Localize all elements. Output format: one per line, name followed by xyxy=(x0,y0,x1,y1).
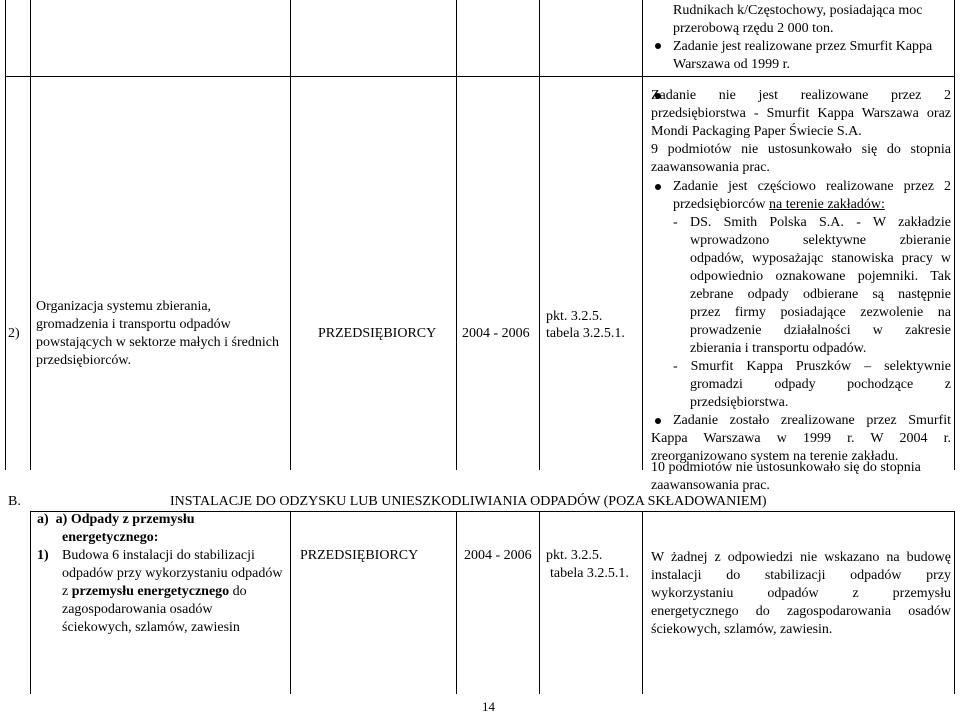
note-line: energetycznego do zagospodarowania osadów xyxy=(651,604,951,619)
task-line: odpadów przy wykorzystaniu odpadów xyxy=(62,566,283,581)
task-line: zagospodarowania osadów xyxy=(62,602,213,617)
upper-table-left-border xyxy=(5,0,6,470)
section-title: INSTALACJE DO ODZYSKU LUB UNIESZKODLIWIANIA ODPADÓW (POZA SKŁADOWANIEM) xyxy=(170,494,767,509)
bullet-icon xyxy=(655,43,661,49)
note-line: - DS. Smith Polska S.A. - W zakładzie xyxy=(673,215,951,230)
top-row-line: Rudnikach k/Częstochowy, posiadająca moc xyxy=(673,3,923,18)
lower-table-col-line xyxy=(30,511,31,694)
period: 2004 - 2006 xyxy=(464,548,532,563)
lower-table-right-border xyxy=(954,511,955,694)
upper-table-right-border xyxy=(954,0,955,470)
entity: PRZEDSIĘBIORCY xyxy=(300,548,419,563)
lower-table-col-line xyxy=(539,511,540,694)
lower-table-col-line xyxy=(642,511,643,694)
note-line: zaawansowania prac. xyxy=(651,478,770,493)
note-line: 9 podmiotów nie ustosunkowało się do stopnia xyxy=(651,142,951,157)
note-line: odpadów, wyposażając stanowiska pracy w xyxy=(690,251,951,266)
note-line: zaawansowania prac. xyxy=(651,160,770,175)
note-line: Zadanie nie jest realizowane przez 2 xyxy=(651,88,951,103)
task-line: gromadzenia i transportu odpadów xyxy=(36,317,231,332)
section-letter: B. xyxy=(8,494,21,509)
top-row-line: przerobową rzędu 2 000 ton. xyxy=(673,21,834,36)
note-line: Kappa Warszawa w 1999 r. W 2004 r. xyxy=(651,431,951,446)
note-line: przedsiębiorstwa - Smurfit Kappa Warszawa oraz xyxy=(651,106,951,121)
lower-table-col-line xyxy=(290,511,291,694)
top-row-line: Zadanie jest realizowane przez Smurfit Kappa xyxy=(673,39,933,54)
note-line: instalacji do stabilizacji odpadów przy xyxy=(651,568,951,583)
task-line: przedsiębiorców. xyxy=(36,353,132,368)
note-line: przedsiębiorstwa. xyxy=(690,395,789,410)
note-line: wprowadzono selektywne zbieranie xyxy=(690,233,951,248)
note-line: Zadanie zostało zrealizowane przez Smurfit xyxy=(673,413,951,428)
task-line: powstających w sektorze małych i średnich xyxy=(36,335,279,350)
page-number: 14 xyxy=(482,699,495,714)
note-line: przedsiębiorców na terenie zakładów: xyxy=(673,197,885,212)
row-number: 2) xyxy=(8,326,20,341)
task-line: ściekowych, szlamów, zawiesin xyxy=(62,620,240,635)
task-line: z przemysłu energetycznego do xyxy=(62,584,247,599)
note-line: Mondi Packaging Paper Świecie S.A. xyxy=(651,124,862,139)
task-number: 1) xyxy=(37,548,49,563)
upper-table-col-line xyxy=(30,0,31,470)
bullet-icon xyxy=(655,418,661,424)
note-line: Zadanie jest częściowo realizowane przez 2 xyxy=(673,179,951,194)
note-line: zreorganizowano system na terenie zakładu. xyxy=(651,449,899,464)
note-line: W żadnej z odpowiedzi nie wskazano na budowę xyxy=(651,550,951,565)
task-line: Organizacja systemu zbierania, xyxy=(36,299,212,314)
reference: pkt. 3.2.5. xyxy=(546,309,603,324)
upper-table-col-line xyxy=(290,0,291,470)
subheading: a) a) Odpady z przemysłu xyxy=(37,512,195,527)
note-line: 10 podmiotów nie ustosunkowało się do stopnia xyxy=(651,460,921,475)
note-line: wykorzystaniu odpadów z przemysłu xyxy=(651,586,951,601)
entity: PRZEDSIĘBIORCY xyxy=(318,326,437,341)
note-line: zebrane odpady odbierane są następnie xyxy=(690,287,951,302)
reference: pkt. 3.2.5. xyxy=(546,548,603,563)
upper-table-col-line xyxy=(642,0,643,470)
row-divider xyxy=(5,76,955,77)
note-line: gromadzi odpady pochodzące z xyxy=(690,377,951,392)
subheading: energetycznego: xyxy=(62,530,159,545)
note-line: ściekowych, szlamów, zawiesin. xyxy=(651,622,833,637)
note-line: prowadzenie działalności w zakresie xyxy=(690,323,951,338)
reference: tabela 3.2.5.1. xyxy=(546,326,625,341)
task-line: Budowa 6 instalacji do stabilizacji xyxy=(62,548,255,563)
note-line: przez firmy posiadające zezwolenie na xyxy=(690,305,951,320)
upper-table-col-line xyxy=(456,0,457,470)
upper-table-col-line xyxy=(539,0,540,470)
bullet-icon xyxy=(655,184,661,190)
note-line: odpowiednio oznakowane pojemniki. Tak xyxy=(690,269,951,284)
note-line: - Smurfit Kappa Pruszków – selektywnie xyxy=(673,359,951,374)
note-line: zbierania i transportu odpadów. xyxy=(690,341,867,356)
lower-table-col-line xyxy=(456,511,457,694)
reference: tabela 3.2.5.1. xyxy=(550,566,629,581)
top-row-line: Warszawa od 1999 r. xyxy=(673,57,791,72)
period: 2004 - 2006 xyxy=(462,326,530,341)
